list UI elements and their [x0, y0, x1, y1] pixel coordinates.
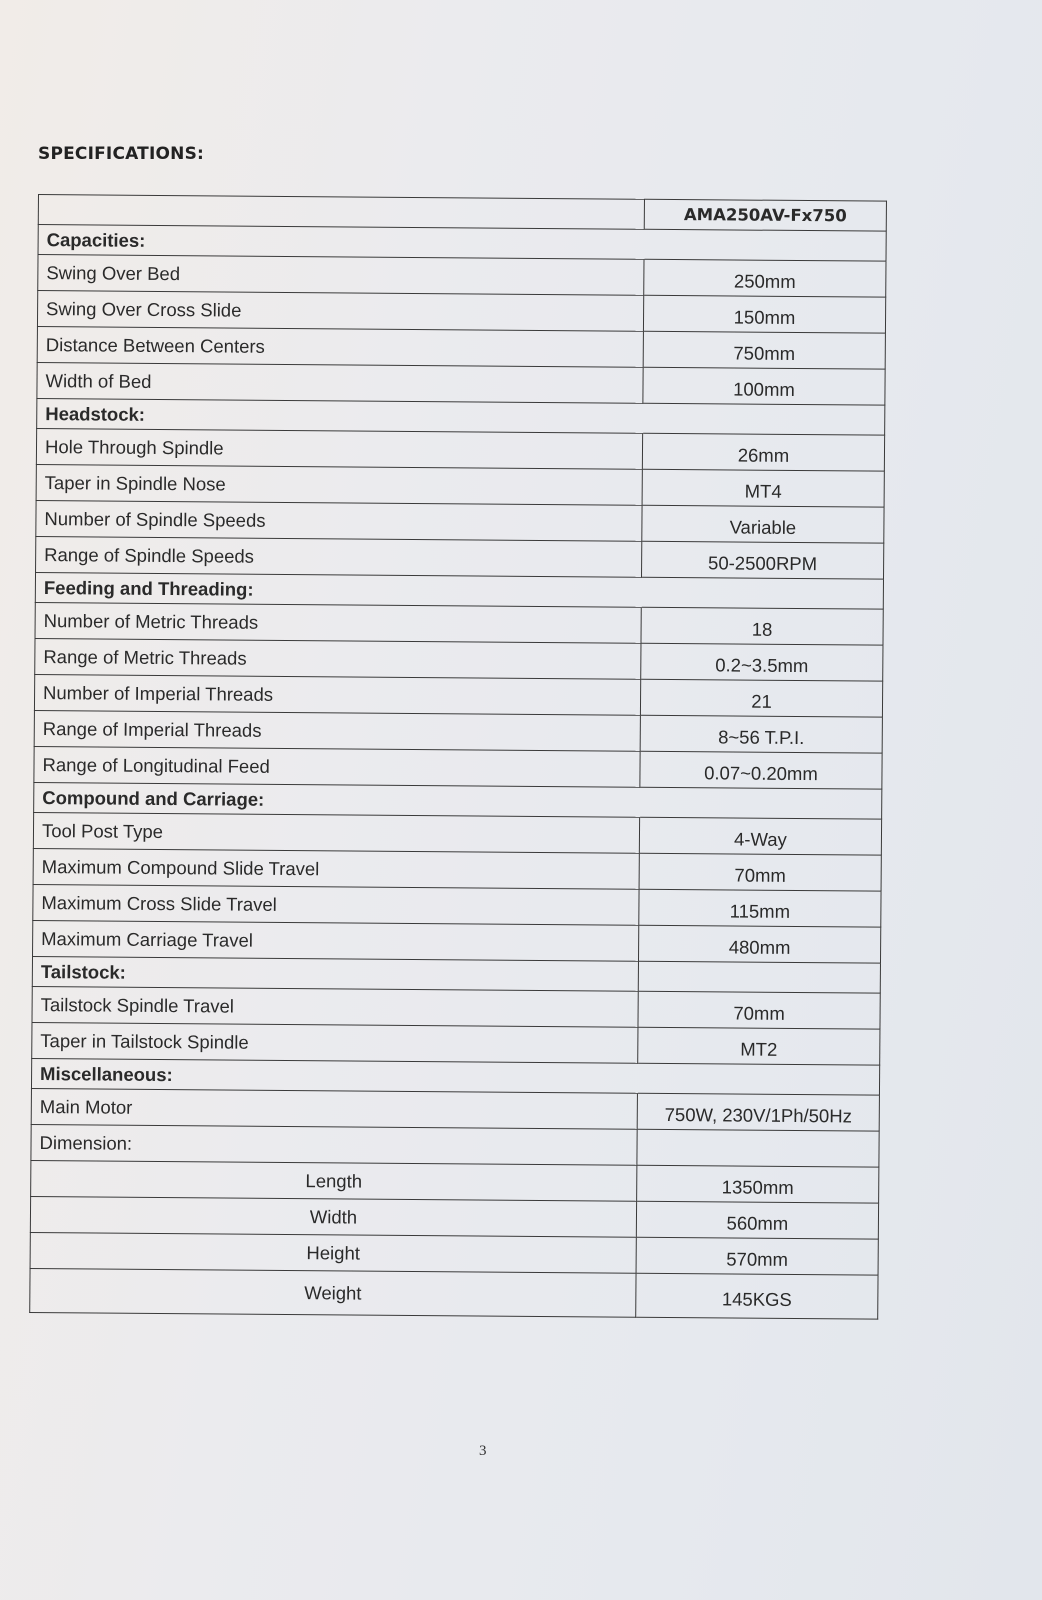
spec-label: Taper in Spindle Nose: [36, 464, 642, 505]
spec-label: Number of Imperial Threads: [34, 674, 640, 715]
model-name: AMA250AV-Fx750: [644, 199, 886, 231]
spec-value: MT2: [638, 1027, 880, 1065]
table-row: [30, 1268, 878, 1319]
spec-label: Swing Over Bed: [38, 255, 644, 296]
dimension-label: Width: [30, 1196, 636, 1237]
spec-label: Dimension:: [31, 1124, 637, 1165]
spec-value: 480mm: [638, 925, 880, 963]
dimension-label: Length: [31, 1160, 637, 1201]
spec-label: Maximum Compound Slide Travel: [33, 848, 639, 889]
spec-value: 8~56 T.P.I.: [640, 715, 882, 753]
spec-label: Maximum Carriage Travel: [33, 920, 639, 961]
dimension-value: 560mm: [636, 1201, 878, 1239]
spec-value: 18: [641, 607, 883, 645]
spec-value: 70mm: [639, 853, 881, 891]
spec-label: Range of Spindle Speeds: [36, 536, 642, 577]
spec-label: Hole Through Spindle: [36, 428, 642, 469]
section-title: Miscellaneous:: [31, 1058, 637, 1093]
spec-label: Range of Metric Threads: [35, 638, 641, 679]
spec-label: Number of Metric Threads: [35, 602, 641, 643]
spec-label: Taper in Tailstock Spindle: [32, 1022, 638, 1063]
spec-label: Main Motor: [31, 1088, 637, 1129]
dimension-value: 145KGS: [636, 1273, 878, 1319]
spec-value: 0.07~0.20mm: [640, 751, 882, 789]
spec-label: Swing Over Cross Slide: [37, 291, 643, 332]
specifications-table: [29, 194, 887, 1320]
spec-value: [637, 1129, 879, 1167]
spec-label: Maximum Cross Slide Travel: [33, 884, 639, 925]
spec-value: MT4: [642, 469, 884, 507]
spec-value: 26mm: [642, 433, 884, 471]
spec-value: 750W, 230V/1Ph/50Hz: [637, 1093, 879, 1131]
dimension-value: 570mm: [636, 1237, 878, 1275]
page-heading: SPECIFICATIONS:: [38, 144, 205, 164]
spec-label: Range of Longitudinal Feed: [34, 746, 640, 787]
section-title: Capacities:: [38, 225, 644, 260]
spec-value: 750mm: [643, 331, 885, 369]
header-blank-cell: [38, 195, 644, 230]
spec-value: Variable: [642, 505, 884, 543]
spec-label: Tailstock Spindle Travel: [32, 986, 638, 1027]
spec-value: 50-2500RPM: [642, 541, 884, 579]
spec-value: 70mm: [638, 991, 880, 1029]
section-title: Headstock:: [37, 398, 643, 433]
spec-label: Tool Post Type: [33, 812, 639, 853]
spec-value: 150mm: [643, 295, 885, 333]
spec-label: Number of Spindle Speeds: [36, 500, 642, 541]
dimension-label: Height: [30, 1232, 636, 1273]
page-number: 3: [479, 1443, 487, 1459]
spec-value: 100mm: [643, 367, 885, 405]
spec-value: 250mm: [644, 259, 886, 297]
section-title: Feeding and Threading:: [35, 572, 641, 607]
spec-value: 115mm: [639, 889, 881, 927]
section-title: Compound and Carriage:: [34, 782, 640, 817]
spec-value: 21: [640, 679, 882, 717]
dimension-value: 1350mm: [637, 1165, 879, 1203]
dimension-label: Weight: [30, 1268, 636, 1317]
spec-label: Distance Between Centers: [37, 326, 643, 367]
spec-value: 4-Way: [639, 817, 881, 855]
spec-value: 0.2~3.5mm: [641, 643, 883, 681]
section-title: Tailstock:: [32, 956, 638, 991]
spec-label: Width of Bed: [37, 362, 643, 403]
spec-label: Range of Imperial Threads: [34, 710, 640, 751]
